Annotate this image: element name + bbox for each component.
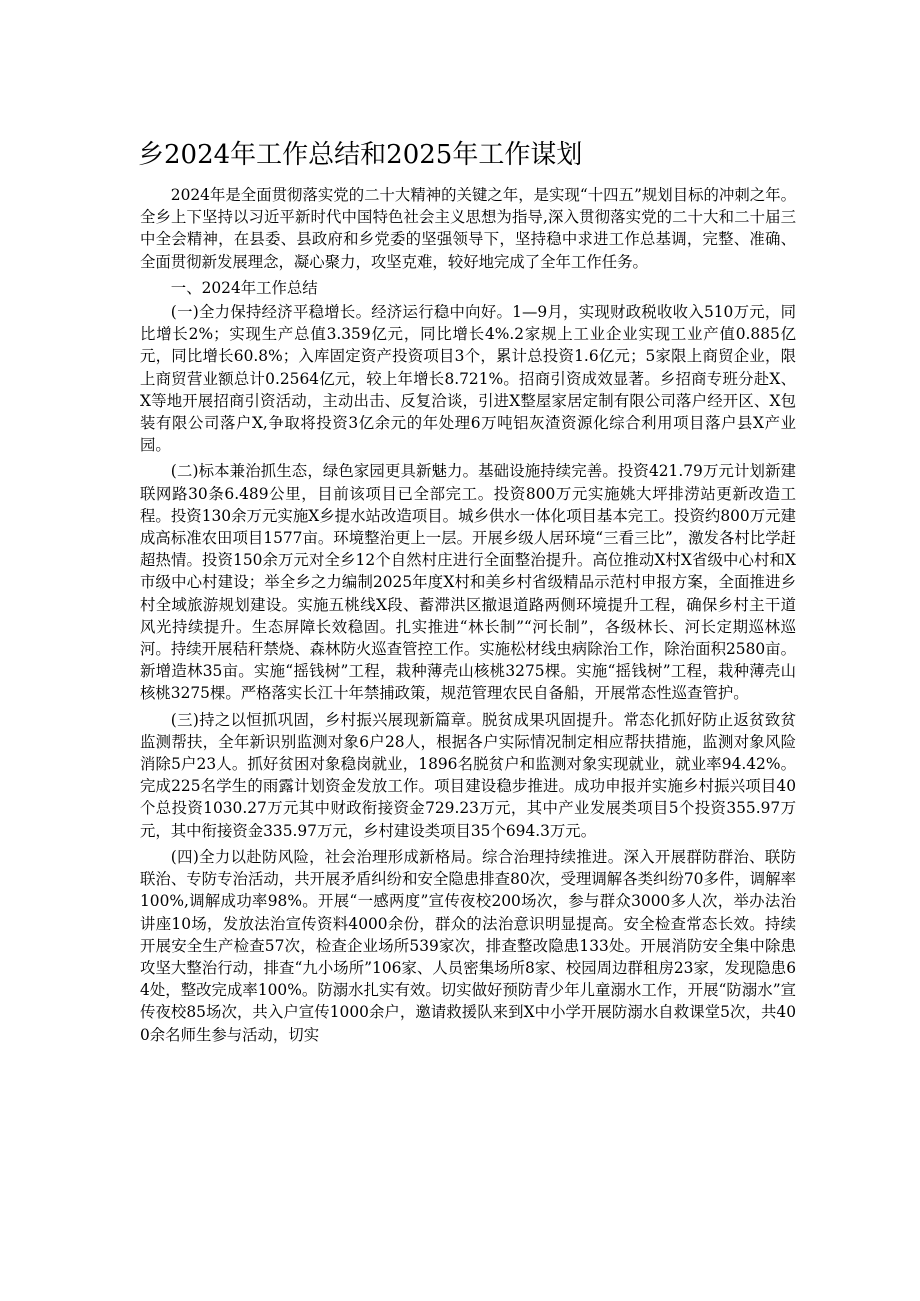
paragraph-rural-revitalization: (三)持之以恒抓巩固，乡村振兴展现新篇章。脱贫成果巩固提升。常态化抓好防止返贫致贫监测帮扶，全年新识别监测对象6户28人，根据各户实际情况制定相应帮扶措施，监测对象风险消除5户23人。抓好贫困对象稳岗就业，1896名脱贫户和监测对象实现就业，就业率94.42%。完成225名学生的雨露计划资金发放工作。项目建设稳步推进。成功申报并实施乡村振兴项目40个总投资1030.27万元其中财政衔接资金729.23万元，其中产业发展类项目5个投资355.97万元，其中衔接资金335.97万元，乡村建设类项目35个694.3万元。 <box>140 710 796 840</box>
paragraph-economy: (一)全力保持经济平稳增长。经济运行稳中向好。1—9月，实现财政税收收入510万元，同比增长2%；实现生产总值3.359亿元，同比增长4%.2家规上工业企业实现工业产值0.885亿元，同比增长60.8%；入库固定资产投资项目3个，累计总投资1.6亿元；5家限上商贸企业，限上商贸营业额总计0.2564亿元，较上年增长8.721%。招商引资成效显著。乡招商专班分赴X、X等地开展招商引资活动，主动出击、反复洽谈，引进X整屋家居定制有限公司落户经开区、X包装有限公司落户X,争取将投资3亿余元的年处理6万吨铝灰渣资源化综合利用项目落户县X产业园。 <box>140 303 796 455</box>
paragraph-ecology: (二)标本兼治抓生态，绿色家园更具新魅力。基础设施持续完善。投资421.79万元计划新建联网路30条6.489公里，目前该项目已全部完工。投资800万元实施姚大坪排涝站更新改造工程。投资130余万元实施X乡提水站改造项目。城乡供水一体化项目基本完工。投资约800万元建成高标准农田项目1577亩。环境整治更上一层。开展乡级人居环境“三看三比”，激发各村比学赶超热情。投资150余万元对全乡12个自然村庄进行全面整治提升。高位推动X村X省级中心村和X市级中心村建设；举全乡之力编制2025年度X村和美乡村省级精品示范村申报方案，全面推进乡村全域旅游规划建设。实施五桃线X段、蓄滞洪区撤退道路两侧环境提升工程，确保乡村主干道风光持续提升。生态屏障长效稳固。扎实推进“林长制”“河长制”，各级林长、河长定期巡林巡河。持续开展秸秆禁烧、森林防火巡查管控工作。实施松材线虫病除治工作，除治面积2580亩。新增造林35亩。实施“摇钱树”工程，栽种薄壳山核桃3275棵。实施“摇钱树”工程，栽种薄壳山核桃3275棵。严格落实长江十年禁捕政策，规范管理农民自备船，开展常态性巡查管护。 <box>140 462 796 703</box>
document-body <box>140 184 796 1050</box>
paragraph-risk-prevention: (四)全力以赴防风险，社会治理形成新格局。综合治理持续推进。深入开展群防群治、联防联治、专防专治活动，共开展矛盾纠纷和安全隐患排查80次，受理调解各类纠纷70多件，调解率100%,调解成功率98%。开展“一感两度”宣传夜校200场次，参与群众3000多人次，举办法治讲座10场，发放法治宣传资料4000余份，群众的法治意识明显提高。安全检查常态长效。持续开展安全生产检查57次，检查企业场所539家次，排查整改隐患133处。开展消防安全集中除患攻坚大整治行动，排查“九小场所”106家、人员密集场所8家、校园周边群租房23家，发现隐患64处，整改完成率100%。防溺水扎实有效。切实做好预防青少年儿童溺水工作，开展“防溺水”宣传夜校85场次，共入户宣传1000余户，邀请救援队来到X中小学开展防溺水自救课堂5次，共400余名师生参与活动，切实 <box>140 847 796 1044</box>
intro-paragraph: 2024年是全面贯彻落实党的二十大精神的关键之年，是实现“十四五”规划目标的冲刺之年。全乡上下坚持以习近平新时代中国特色社会主义思想为指导,深入贯彻落实党的二十大和二十届三中全会精神，在县委、县政府和乡党委的坚强领导下，坚持稳中求进工作总基调，完整、准确、全面贯彻新发展理念，凝心聚力，攻坚克难，较好地完成了全年工作任务。 <box>140 186 796 271</box>
document-title: 乡2024年工作总结和2025年工作谋划 <box>138 140 583 170</box>
section-heading-2024-summary: 一、2024年工作总结 <box>170 278 318 297</box>
